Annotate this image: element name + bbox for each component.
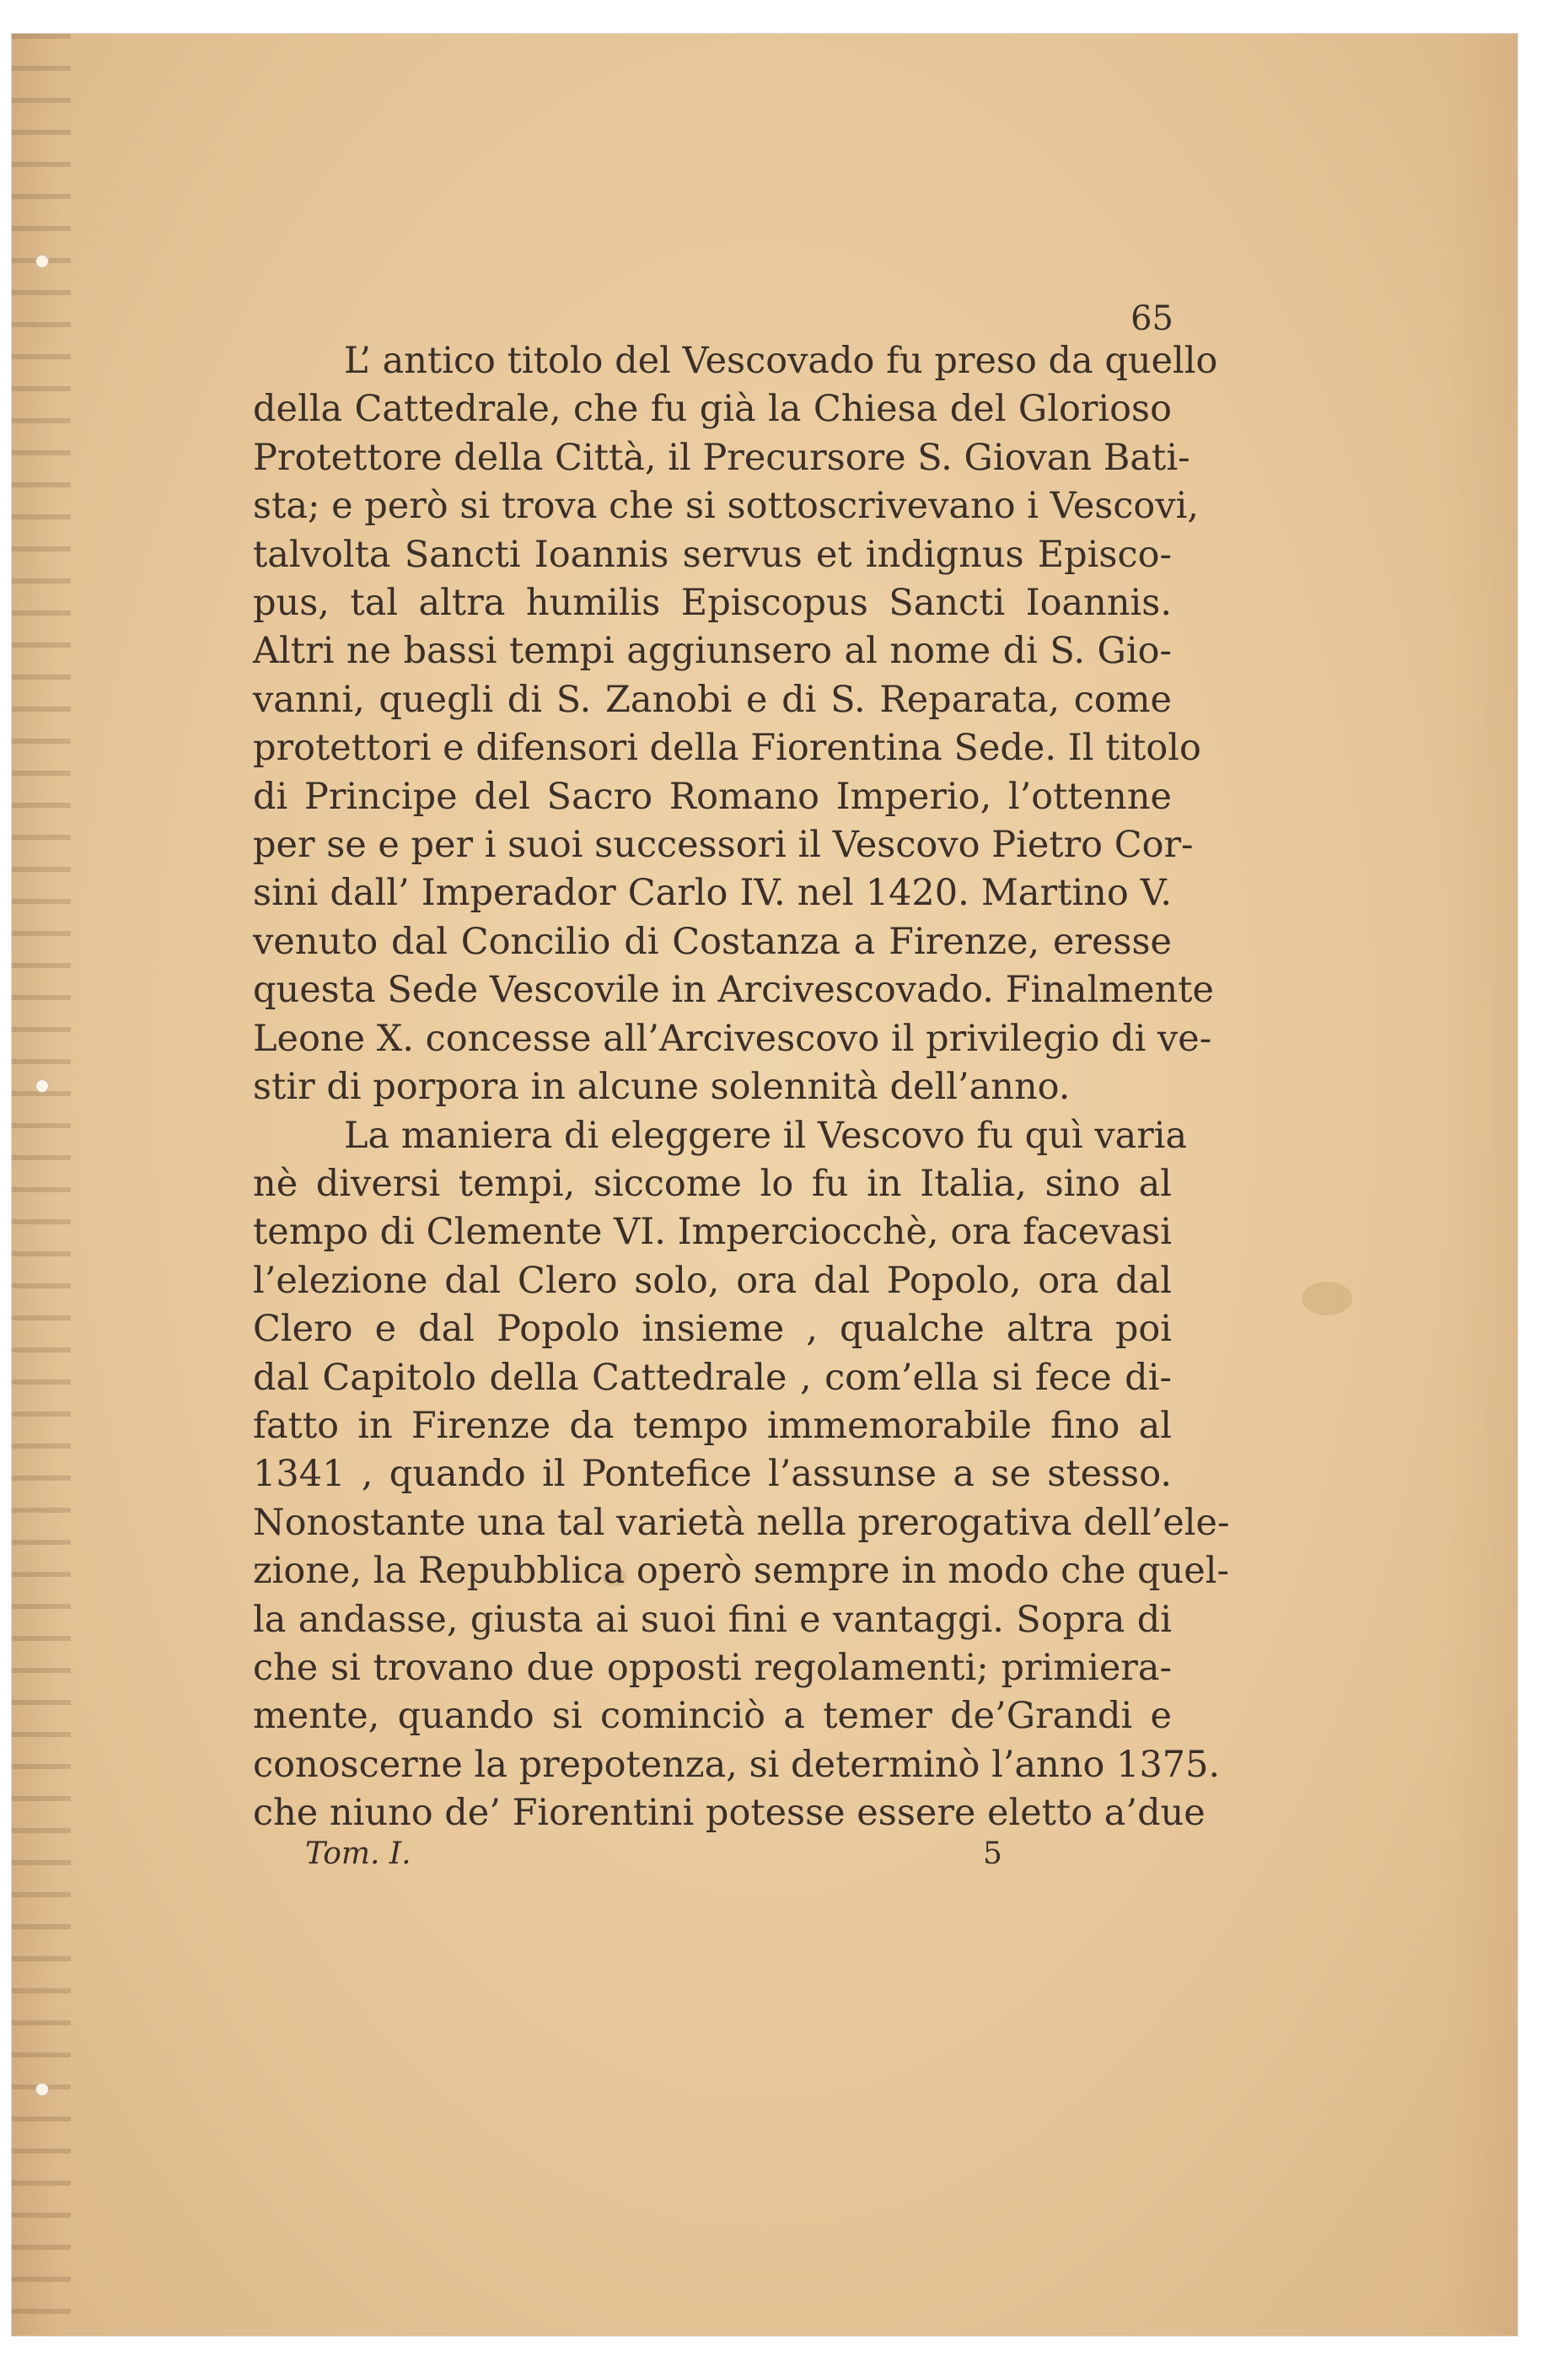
text-line: La maniera di eleggere il Vescovo fu quì varia [344, 1114, 1188, 1157]
text-line: stir di porpora in alcune solennità dell’anno. [253, 1066, 1071, 1109]
text-line: vanni, quegli di S. Zanobi e di S. Reparata, come [253, 678, 1172, 721]
text-line: Nonostante una tal varietà nella prerogativa dell’ele- [253, 1501, 1230, 1544]
text-line: mente, quando si cominciò a temer de’Grandi e [253, 1695, 1172, 1738]
text-line: Altri ne bassi tempi aggiunsero al nome di S. Gio- [253, 630, 1172, 673]
text-line: della Cattedrale, che fu già la Chiesa del Glorioso [253, 388, 1172, 431]
foxing-spot [1302, 1282, 1352, 1315]
text-line: Leone X. concesse all’Arcivescovo il privilegio di ve- [253, 1017, 1212, 1060]
text-line: l’elezione dal Clero solo, ora dal Popolo, ora dal [253, 1259, 1172, 1302]
text-line: tempo di Clemente VI. Imperciocchè, ora facevasi [253, 1211, 1172, 1254]
binding-hole [35, 2083, 49, 2096]
text-line: questa Sede Vescovile in Arcivescovado. Finalmente [253, 969, 1214, 1012]
binding-edge [12, 34, 71, 2336]
text-line: sta; e però si trova che si sottoscrivevano i Vescovi, [253, 485, 1200, 528]
text-line: conoscerne la prepotenza, si determinò l’anno 1375. [253, 1743, 1221, 1786]
text-line: sini dall’ Imperador Carlo IV. nel 1420. Martino V. [253, 872, 1172, 915]
binding-hole [35, 1079, 49, 1093]
text-line: fatto in Firenze da tempo immemorabile fino al [253, 1404, 1172, 1447]
text-line: dal Capitolo della Cattedrale , com’ella si fece di- [253, 1356, 1172, 1399]
binding-hole [35, 255, 49, 268]
text-line: che niuno de’ Fiorentini potesse essere eletto a’due [253, 1792, 1206, 1835]
text-line: L’ antico titolo del Vescovado fu preso da quello [344, 340, 1218, 382]
text-line: nè diversi tempi, siccome lo fu in Italia, sino al [253, 1162, 1172, 1205]
text-line: la andasse, giusta ai suoi fini e vantaggi. Sopra di [253, 1598, 1172, 1641]
gathering-signature: 5 [983, 1837, 1002, 1871]
text-line: Protettore della Città, il Precursore S. Giovan Bati- [253, 436, 1190, 479]
text-line: zione, la Repubblica operò sempre in modo che quel- [253, 1550, 1229, 1593]
paragraph-1 [253, 337, 1230, 1838]
text-line: che si trovano due opposti regolamenti; primiera- [253, 1646, 1172, 1689]
text-line: protettori e difensori della Fiorentina Sede. Il titolo [253, 727, 1201, 770]
text-line: Clero e dal Popolo insieme , qualche altra poi [253, 1308, 1172, 1351]
text-line: per se e per i suoi successori il Vescovo Pietro Cor- [253, 824, 1194, 867]
page-number: 65 [1130, 299, 1173, 338]
volume-signature: Tom. I. [305, 1837, 411, 1871]
text-line: di Principe del Sacro Romano Imperio, l’ottenne [253, 775, 1172, 818]
text-line: pus, tal altra humilis Episcopus Sancti Ioannis. [253, 582, 1172, 625]
text-line: venuto dal Concilio di Costanza a Firenze, eresse [253, 920, 1172, 963]
text-line: talvolta Sancti Ioannis servus et indignus Episco- [253, 533, 1172, 576]
text-line: 1341 , quando il Pontefice l’assunse a se stesso. [253, 1453, 1172, 1496]
